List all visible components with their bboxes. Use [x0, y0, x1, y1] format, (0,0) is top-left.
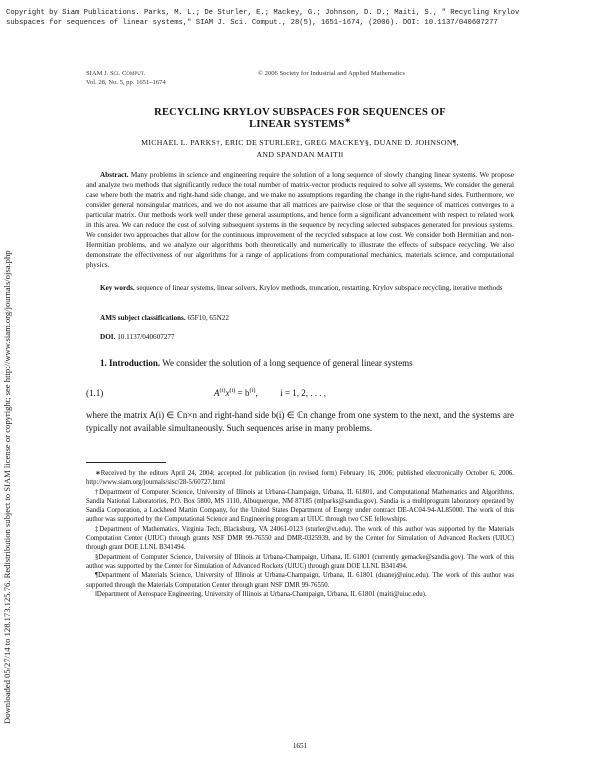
- footnote-johnson: ¶Department of Materials Science, University of Illinois at Urbana-Champaign, Urbana, IL 61801 (duanej@uiuc.edu). The work of this author was supported through the Materials Computation Center through grant NSF DMR 99-76550.: [86, 572, 514, 589]
- ams-label: AMS subject classifications.: [100, 314, 186, 322]
- title-line1: RECYCLING KRYLOV SUBSPACES FOR SEQUENCES OF: [154, 107, 446, 118]
- intro-continuation: where the matrix A(i) ∈ ℂn×n and right-hand side b(i) ∈ ℂn change from one system to the next, and the systems are typically not available simultaneously. Such sequences arise in many problems.: [86, 410, 514, 433]
- keywords: [86, 283, 514, 293]
- eq-x: x: [225, 388, 230, 398]
- keywords-text: sequence of linear systems, linear solvers, Krylov methods, truncation, restarting, Krylov subspace recycling, iterative methods: [136, 284, 503, 292]
- ams-text: 65F10, 65N22: [187, 314, 229, 322]
- eq-range: i = 1, 2, . . . ,: [280, 388, 327, 398]
- intro-text: We consider the solution of a long sequence of general linear systems: [162, 358, 413, 368]
- footnote-parks: †Department of Computer Science, University of Illinois at Urbana-Champaign, Urbana, IL 61801, and Computational Mathematics and Algorithms, Sandia National Laboratories, P.O. Box 5800, MS 1110, Albuquerque, NM 87185 (mlparks@sandia.gov). Sandia is a multiprogram laboratory operated by Sandia Corporation, a Lockheed Martin Company, for the United States Department of Energy under contract DE-AC04-94-AL85000. The work of this author was supported by the Computational Science and Engineering program at UIUC through two CSE fellowships.: [86, 488, 514, 524]
- footnote-maiti: ‖Department of Aerospace Engineering, University of Illinois at Urbana-Champaign, Urbana, IL 61801 (maiti@uiuc.edu).: [95, 591, 427, 599]
- abstract-label: Abstract.: [100, 171, 129, 179]
- page-number: 1651: [292, 742, 308, 750]
- header-notice-line1: Copyright by Siam Publications. Parks, M. L.; De Sturler, E.; Mackey, G.; Johnson, D. D.; Maiti, S., " Recycling Krylov: [6, 9, 520, 17]
- journal-volume: Vol. 28, No. 5, pp. 1651–1674: [86, 78, 166, 86]
- header-notice-line2: subspaces for sequences of linear systems," SIAM J. Sci. Comput., 28(5), 1651-1674, (2006). DOI: 10.1137/040607277: [6, 19, 498, 27]
- eq-sup-a: (i): [219, 387, 226, 394]
- ams-classification: [100, 313, 514, 323]
- footnotes: [86, 469, 514, 600]
- authors-line1: MICHAEL L. PARKS†, ERIC DE STURLER‡, GREG MACKEY§, DUANE D. JOHNSON¶,: [141, 138, 459, 147]
- footnote-mackey: §Department of Computer Science, University of Illinois at Urbana-Champaign, Urbana, IL 61801 (currently gemacke@sandia.gov). The work of this author was supported by the Center for Simulation of Advanced Rockets (UIUC) through grant DOE LLNL B341494.: [86, 553, 514, 570]
- footnote-desturler: ‡Department of Mathematics, Virginia Tech, Blacksburg, VA 24061-0123 (sturler@vt.edu). The work of this author was supported by the Materials Computation Center (UIUC) through grants NSF DMR 99-76550 and DMR-0325939, and by the Center for Simulation of Advanced Rockets (UIUC) through grant DOE LLNL B341494.: [86, 525, 514, 552]
- journal-info: [86, 70, 166, 87]
- abstract-text: Many problems in science and engineering require the solution of a long sequence of slowly changing linear systems. We propose and analyze two methods that significantly reduce the total number of matrix-vector products required to solve all systems. We consider the general case where both the matrix and right-hand side change, and we make no assumptions regarding the change in the right-hand sides. Furthermore, we consider general nonsingular matrices, and we do not assume that all matrices are pairwise close or that the sequence of matrices converges to a particular matrix. Our methods work well under these general assumptions, and hence form a significant advancement with respect to related work in this area. We can reduce the cost of solving subsequent systems in the sequence by recycling selected subspaces generated for previous systems. We consider two approaches that allow for the continuous improvement of the recycled subspace at low cost. We consider both Hermitian and non-Hermitian problems, and we analyze our algorithms both theoretically and numerically to illustrate the effects of subspace recycling. We also demonstrate the effectiveness of our algorithms for a range of applications from computational mechanics, materials science, and computational physics.: [86, 171, 514, 269]
- eq-rhs: = b: [237, 388, 250, 398]
- eq-sup-x: (i): [229, 387, 236, 394]
- paper-title: [86, 107, 514, 131]
- title-line2: [86, 115, 514, 131]
- doi-text: 10.1137/040607277: [117, 333, 175, 341]
- eq-lhs: A: [214, 388, 220, 398]
- journal-copyright: © 2006 Society for Industrial and Applied Mathematics: [258, 70, 405, 77]
- equation-label: (1.1): [86, 388, 104, 398]
- intro-heading: 1. Introduction.: [100, 358, 161, 368]
- doi: [100, 332, 514, 342]
- doi-label: DOI.: [100, 333, 116, 341]
- eq-sup-b: (i): [249, 387, 256, 394]
- keywords-label: Key words.: [100, 284, 135, 292]
- footnote-received: ∗Received by the editors April 24, 2004; accepted for publication (in revised form) February 16, 2006; published electronically October 6, 2006. http://www.siam.org/journals/sisc/28-5/60727.html: [86, 470, 514, 487]
- abstract: [86, 170, 514, 270]
- authors: [86, 137, 514, 161]
- journal-name: SIAM J. Sci. Comput.: [86, 70, 146, 77]
- side-notice: Downloaded 05/27/14 to 128.173.125.76. Redistribution subject to SIAM license or copyright; see http://www.siam.org/journals/ojsa.php: [2, 250, 12, 724]
- title-line2-text: LINEAR SYSTEMS: [249, 119, 345, 130]
- equation: $A^{(i)}x^{(i)} = b^{(i)}$, i = 1, 2, . . . ,: [214, 387, 327, 398]
- footnote-rule: [86, 462, 166, 463]
- header-notice: [6, 8, 594, 28]
- title-footnote-mark: ∗: [344, 115, 351, 125]
- authors-line2: AND SPANDAN MAITI‖: [256, 150, 344, 159]
- intro-paragraph: [86, 357, 514, 370]
